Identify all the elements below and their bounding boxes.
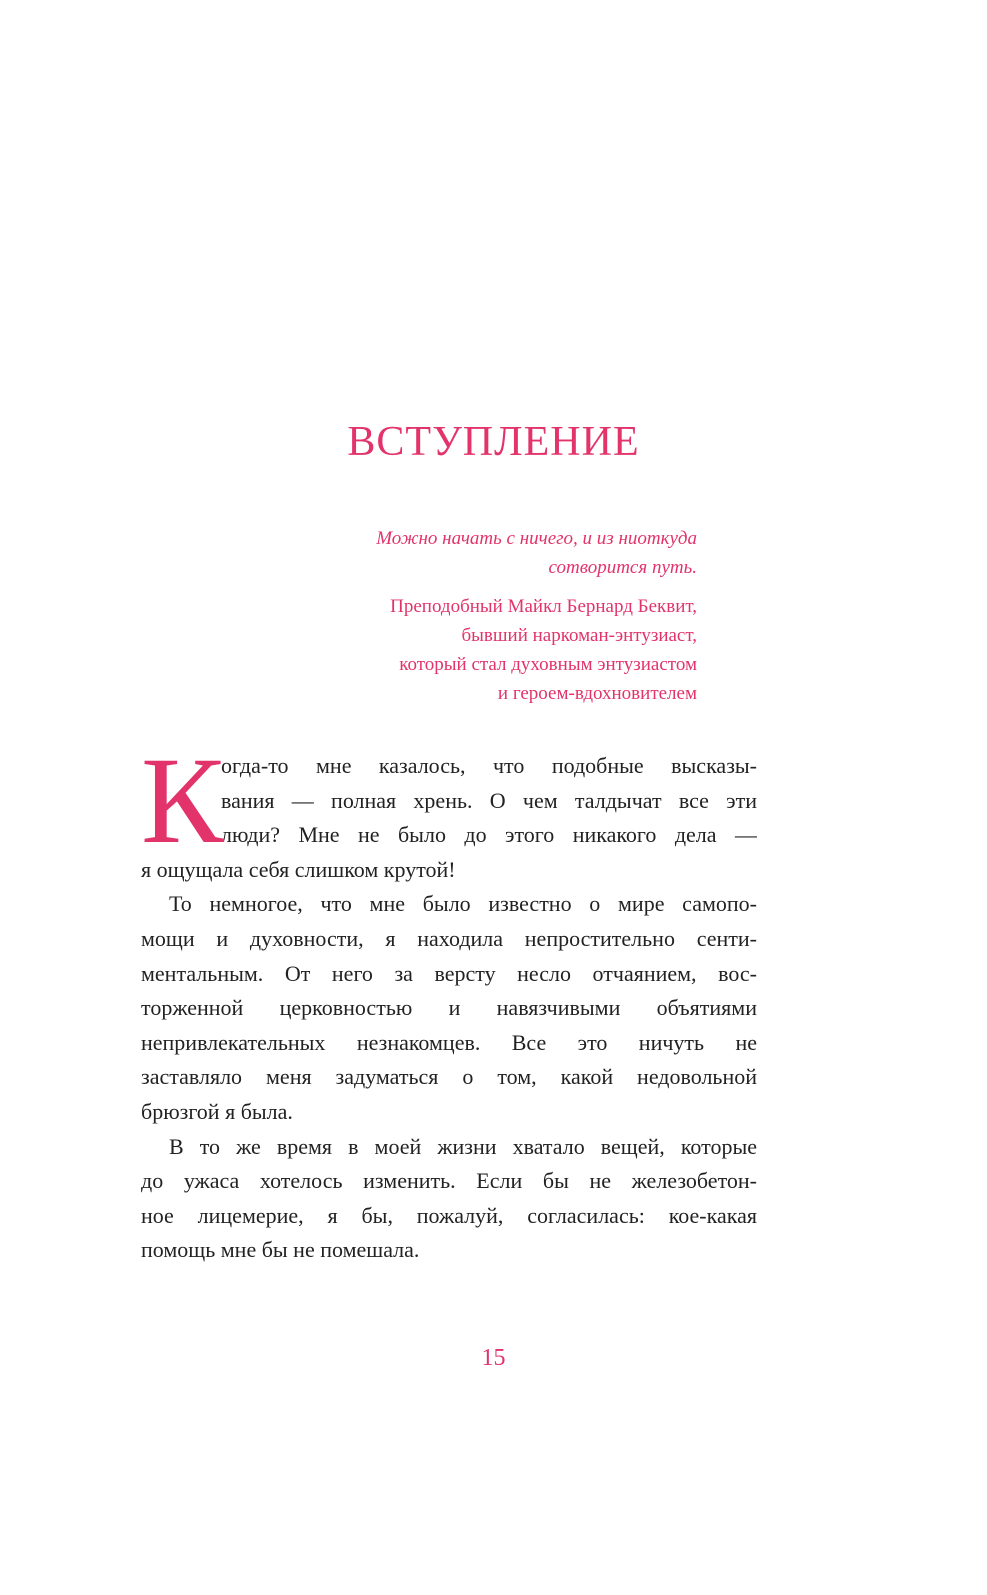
text-line: до ужаса хотелось изменить. Если бы не железобетон- [141,1168,757,1194]
text-line: я ощущала себя слишком крутой! [141,856,456,882]
epigraph-quote-line: Можно начать с ничего, и из ниоткуда [376,528,697,549]
epigraph-author-line: бывший наркоман-энтузиаст, [461,625,697,646]
paragraph-2 [141,887,757,1129]
epigraph [257,524,697,708]
epigraph-quote [257,524,697,582]
drop-cap: К [141,732,224,869]
text-line: непривлекательных незнакомцев. Все это ничуть не [141,1029,757,1055]
text-line: огда-то мне казалось, что подобные высказы- [221,753,757,778]
body-text [141,732,757,1268]
epigraph-author-line: и героем-вдохновителем [497,683,697,704]
text-line: люди? Мне не было до этого никакого дела — [221,822,757,848]
page-number: 15 [481,1345,506,1371]
epigraph-quote-line: сотворится путь. [548,557,697,578]
epigraph-author [257,592,697,708]
text-line: вания — полная хрень. О чем талдычат все эти [221,787,757,813]
text-line: ное лицемерие, я бы, пожалуй, согласилась: кое-какая [141,1202,757,1228]
chapter-title: ВСТУПЛЕНИЕ [347,419,640,465]
epigraph-author-line: который стал духовным энтузиастом [399,654,697,675]
text-line: заставляло меня задуматься о том, какой недовольной [141,1064,757,1090]
epigraph-author-line: Преподобный Майкл Бернард Беквит, [390,596,697,617]
text-line: торженной церковностью и навязчивыми объятиями [141,995,757,1021]
text-line: В то же время в моей жизни хватало вещей, которые [169,1133,757,1159]
paragraph-1 [141,732,757,887]
text-line: помощь мне бы не помешала. [141,1237,420,1263]
text-line: ментальным. От него за версту несло отчаянием, вос- [141,960,757,986]
text-line: брюзгой я была. [141,1098,293,1124]
paragraph-3 [141,1130,757,1268]
text-line: мощи и духовности, я находила непростительно сенти- [141,925,757,951]
text-line: То немногое, что мне было известно о мире самопо- [169,891,757,917]
